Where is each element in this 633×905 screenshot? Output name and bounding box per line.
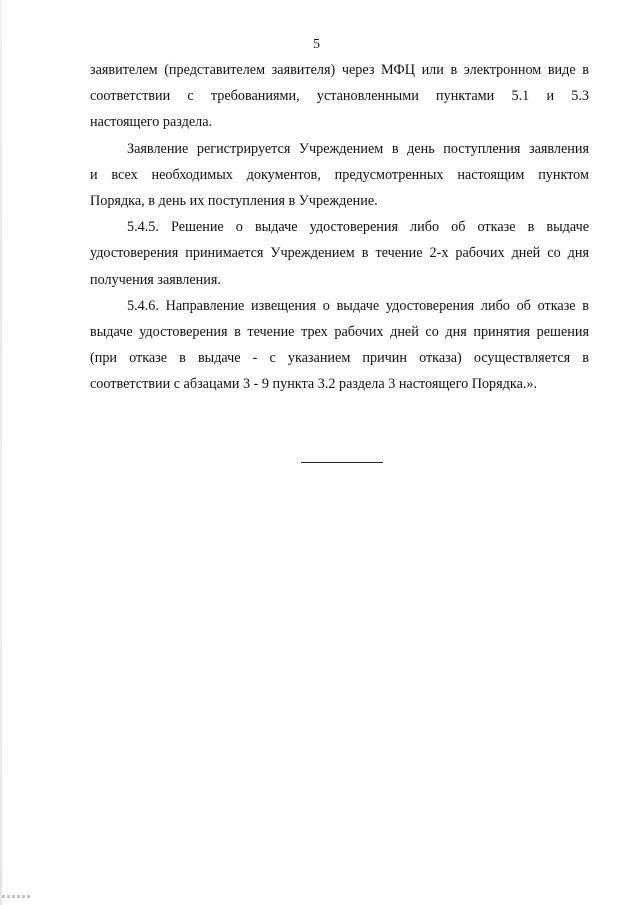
- document-body: [90, 57, 589, 398]
- text-line: (при отказе в выдаче - с указанием причин отказа) осуществляется в: [90, 350, 589, 367]
- paragraph-5-4-5: [90, 214, 589, 293]
- page-number: 5: [313, 37, 320, 52]
- paragraph-continuation: [90, 57, 589, 136]
- text-line: Заявление регистрируется Учреждением в день поступления заявления: [127, 140, 589, 157]
- text-line: 5.4.5. Решение о выдаче удостоверения либо об отказе в выдаче: [127, 219, 589, 236]
- scan-edge: [0, 0, 2, 905]
- text-line: настоящего раздела.: [90, 114, 213, 131]
- scan-artifact: [2, 895, 30, 898]
- paragraph-registration: [90, 136, 589, 215]
- text-line: соответствии с абзацами 3 - 9 пункта 3.2 раздела 3 настоящего Порядка.».: [90, 376, 538, 393]
- text-line: удостоверения принимается Учреждением в течение 2-х рабочих дней со дня: [90, 245, 589, 262]
- text-line: 5.4.6. Направление извещения о выдаче удостоверения либо об отказе в: [127, 297, 589, 314]
- text-line: Порядка, в день их поступления в Учреждение.: [90, 193, 378, 210]
- paragraph-5-4-6: [90, 293, 589, 398]
- text-line: получения заявления.: [90, 271, 221, 288]
- text-line: соответствии с требованиями, установленными пунктами 5.1 и 5.3: [90, 88, 589, 105]
- text-line: и всех необходимых документов, предусмотренных настоящим пунктом: [90, 166, 589, 183]
- text-line: заявителем (представителем заявителя) через МФЦ или в электронном виде в: [90, 62, 589, 78]
- end-divider-line: [301, 462, 383, 463]
- text-line: выдаче удостоверения в течение трех рабочих дней со дня принятия решения: [90, 324, 589, 341]
